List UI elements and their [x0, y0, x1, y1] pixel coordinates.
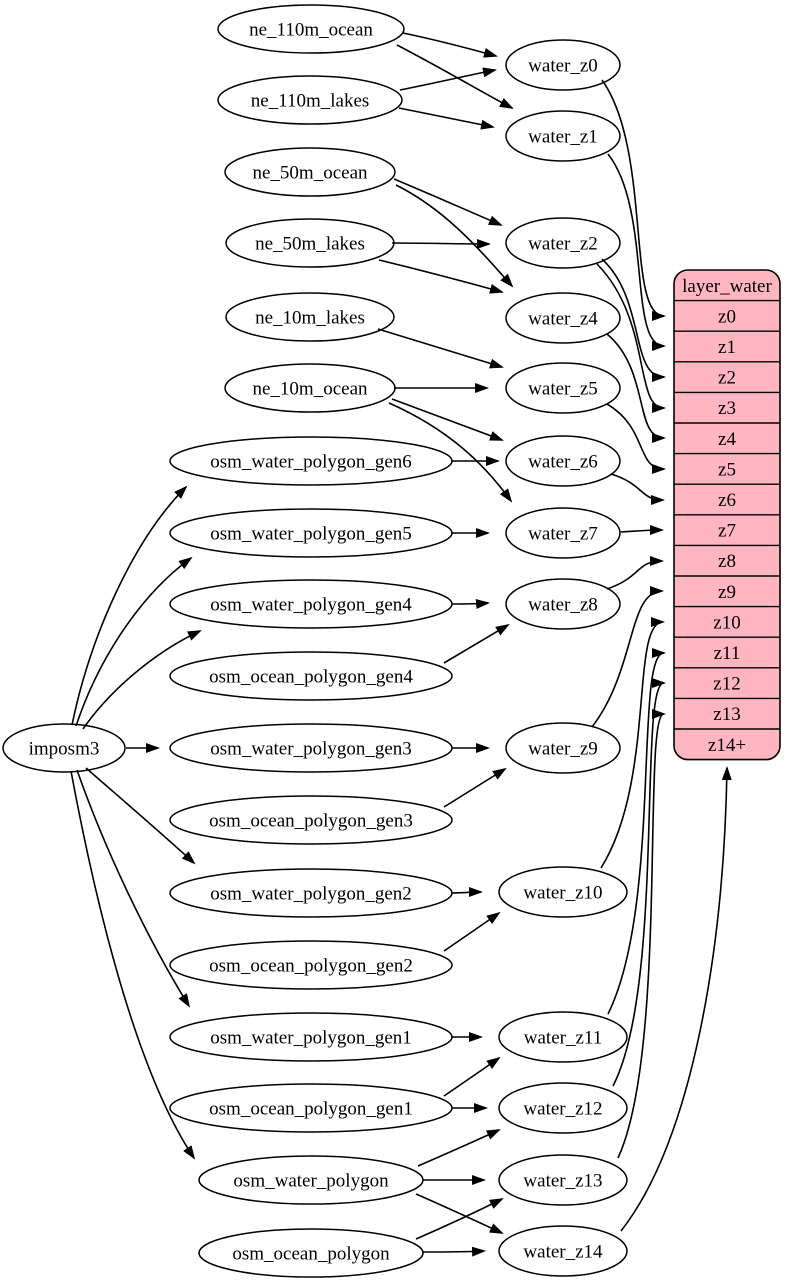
node-water_z6 [506, 436, 620, 486]
node-label-osm_water_polygon_gen3: osm_water_polygon_gen3 [210, 738, 412, 760]
node-water_z8 [506, 579, 620, 629]
node-label-ne_110m_ocean: ne_110m_ocean [249, 19, 373, 41]
table-row-z5: z5 [718, 459, 736, 481]
node-osm_ocean_polygon_gen4 [170, 652, 452, 700]
table-row-z2: z2 [718, 367, 736, 389]
table-row-z9: z9 [718, 581, 736, 603]
node-water_z13 [499, 1155, 627, 1205]
node-ne_10m_lakes [226, 293, 394, 341]
node-label-water_z10: water_z10 [523, 882, 603, 904]
node-label-ne_50m_ocean: ne_50m_ocean [252, 162, 368, 184]
node-ne_10m_ocean [225, 364, 395, 412]
node-label-osm_water_polygon_gen2: osm_water_polygon_gen2 [210, 883, 412, 905]
node-water_z5 [506, 363, 620, 413]
table-row-z7: z7 [718, 520, 736, 542]
node-label-ne_50m_lakes: ne_50m_lakes [255, 233, 365, 255]
node-label-osm_ocean_polygon_gen2: osm_ocean_polygon_gen2 [209, 955, 413, 977]
node-label-water_z1: water_z1 [528, 126, 598, 148]
node-label-water_z7: water_z7 [528, 523, 598, 545]
table-row-z1: z1 [718, 337, 736, 358]
node-label-ne_110m_lakes: ne_110m_lakes [250, 90, 370, 112]
node-label-water_z4: water_z4 [528, 308, 598, 330]
table-row-z4: z4 [718, 428, 736, 450]
node-label-water_z0: water_z0 [528, 55, 598, 77]
node-label-osm_water_polygon_gen4: osm_water_polygon_gen4 [210, 594, 412, 616]
node-label-osm_ocean_polygon_gen1: osm_ocean_polygon_gen1 [209, 1098, 413, 1120]
node-water_z1 [506, 111, 620, 161]
layer-water-table [674, 270, 780, 760]
table-row-z6: z6 [718, 490, 736, 511]
table-row-z8: z8 [718, 551, 736, 573]
node-ne_50m_ocean [225, 148, 395, 196]
node-label-water_z2: water_z2 [528, 233, 598, 255]
node-water_z11 [499, 1012, 627, 1062]
node-label-water_z5: water_z5 [528, 378, 598, 400]
table-row-z0: z0 [718, 306, 736, 328]
node-osm_water_polygon_gen3 [170, 724, 452, 772]
node-label-ne_10m_lakes: ne_10m_lakes [255, 307, 365, 329]
node-label-imposm3: imposm3 [28, 738, 100, 760]
node-water_z14 [499, 1226, 627, 1276]
table-row-z12: z12 [713, 673, 741, 695]
node-osm_water_polygon_gen4 [170, 580, 452, 628]
node-label-osm_ocean_polygon: osm_ocean_polygon [232, 1243, 390, 1265]
node-ne_110m_ocean [218, 5, 404, 53]
node-label-water_z12: water_z12 [523, 1098, 603, 1120]
node-osm_ocean_polygon_gen2 [170, 941, 452, 989]
node-osm_ocean_polygon_gen1 [170, 1084, 452, 1132]
node-osm_ocean_polygon [199, 1229, 423, 1277]
node-osm_water_polygon_gen5 [170, 509, 452, 557]
node-label-water_z13: water_z13 [523, 1170, 603, 1192]
node-osm_water_polygon_gen2 [170, 869, 452, 917]
node-label-osm_water_polygon_gen5: osm_water_polygon_gen5 [210, 523, 412, 545]
node-label-water_z14: water_z14 [523, 1241, 603, 1263]
table-row-z3: z3 [718, 398, 736, 420]
node-label-ne_10m_ocean: ne_10m_ocean [252, 378, 368, 400]
node-osm_water_polygon [199, 1156, 423, 1204]
node-label-osm_water_polygon: osm_water_polygon [233, 1170, 389, 1192]
node-label-water_z9: water_z9 [528, 738, 598, 760]
node-water_z10 [499, 867, 627, 917]
node-label-osm_water_polygon_gen6: osm_water_polygon_gen6 [210, 451, 412, 473]
node-label-osm_water_polygon_gen1: osm_water_polygon_gen1 [210, 1027, 412, 1049]
node-osm_water_polygon_gen6 [170, 437, 452, 485]
node-label-water_z8: water_z8 [528, 594, 598, 616]
table-row-z10: z10 [713, 612, 741, 634]
edge-ne_50m_lakes--water_z2 [392, 243, 489, 244]
node-water_z4 [506, 293, 620, 343]
table-row-z14plus: z14+ [707, 734, 747, 756]
node-imposm3 [3, 724, 125, 772]
node-osm_ocean_polygon_gen3 [170, 796, 452, 844]
node-label-osm_ocean_polygon_gen3: osm_ocean_polygon_gen3 [209, 810, 413, 832]
node-label-osm_ocean_polygon_gen4: osm_ocean_polygon_gen4 [209, 666, 413, 688]
node-water_z12 [499, 1083, 627, 1133]
edge-osm_water_polygon_gen2--water_z10 [452, 892, 481, 893]
node-osm_water_polygon_gen1 [170, 1013, 452, 1061]
table-row-z11: z11 [713, 643, 741, 664]
node-label-water_z6: water_z6 [528, 451, 598, 473]
node-ne_50m_lakes [226, 219, 394, 267]
node-water_z9 [506, 723, 620, 773]
node-label-water_z11: water_z11 [523, 1027, 603, 1049]
table-row-z13: z13 [713, 704, 741, 726]
node-ne_110m_lakes [218, 76, 402, 124]
table-title: layer_water [682, 275, 772, 297]
node-water_z7 [506, 508, 620, 558]
